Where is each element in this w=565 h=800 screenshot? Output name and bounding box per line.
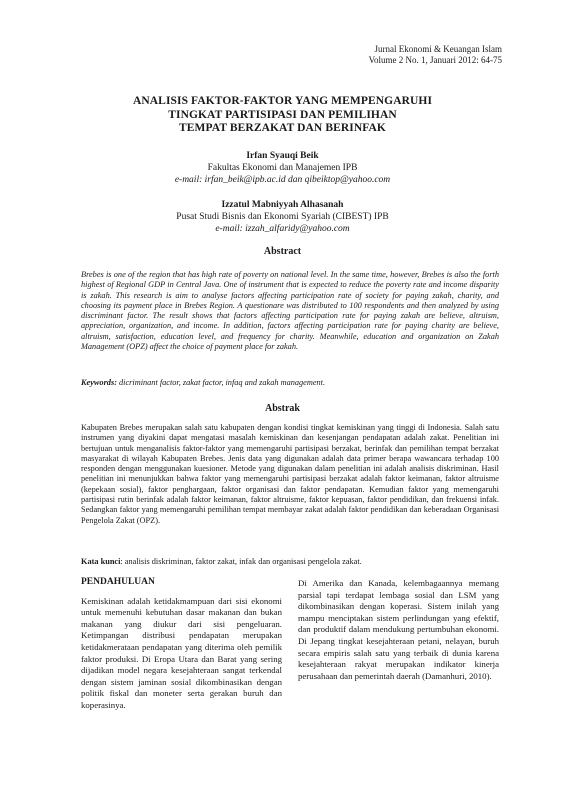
body-column-left: [81, 577, 282, 712]
author-affiliation: Fakultas Ekonomi dan Manajemen IPB: [207, 163, 358, 173]
title-line-2: TINGKAT PARTISIPASI DAN PEMILIHAN: [168, 108, 397, 121]
abstract-heading: Abstract: [263, 246, 302, 257]
kata-kunci-label: Kata kunci: [81, 557, 121, 566]
author-block-1: [0, 150, 565, 186]
keywords-text: dicriminant factor, zakat factor, infaq and zakah management.: [119, 378, 326, 387]
paper-title: [0, 95, 565, 136]
journal-volume: Volume 2 No. 1, Januari 2012: 64-75: [368, 55, 502, 65]
section-heading-pendahuluan: PENDAHULUAN: [81, 577, 155, 587]
abstrak-heading: Abstrak: [264, 403, 300, 414]
body-paragraph-left: Kemiskinan adalah ketidakmampuan dari sisi ekonomi untuk memenuhi kebutuhan dasar makanan dan bukan makanan yang diukur dari sisi pengeluaran. Ketimpangan distribusi pendapatan merupakan ketidakmerataan pendapatan yang diterima oleh pemilik faktor produksi. Di Eropa Utara dan Barat yang sering dijadikan model negara kesejahteraan sangat terkendal dengan sistem jaminan sosial dikombinasikan dengan politik fiskal dan moneter serta gerakan buruh dan koperasinya.: [81, 595, 282, 710]
author-name: Izzatul Mabniyyah Alhasanah: [221, 200, 344, 210]
kata-kunci-text: : analisis diskriminan, faktor zakat, infak dan organisasi pengelola zakat.: [120, 557, 362, 566]
author-block-2: [0, 199, 565, 235]
body-paragraph-right: Di Amerika dan Kanada, kelembagaannya memang parsial tapi terdapat lembaga sosial dan LSM yang dikombinasikan dengan koperasi. Sistem inilah yang mampu menciptakan sistem perlindungan yang efektif, dan produktif dalam mendukung pertumbuhan ekonomi. Di Jepang tingkat kesejahteraan petani, nelayan, buruh secara empiris salah satu yang terbaik di dunia karena kesejahteraan rakyat merupakan indikator kinerja perusahaan dan pemerintah daerah (Damanhuri, 2010).: [298, 578, 499, 681]
keywords-label: Keywords:: [81, 378, 117, 387]
journal-header: [369, 44, 502, 66]
author-email: e-mail: irfan_beik@ipb.ac.id dan qibeiktop@yahoo.com: [174, 175, 391, 185]
author-name: Irfan Syauqi Beik: [246, 151, 319, 161]
journal-name: Jurnal Ekonomi & Keuangan Islam: [374, 44, 502, 54]
keywords: [81, 378, 499, 388]
body-column-right: [298, 578, 499, 682]
author-email: e-mail: izzah_alfaridy@yahoo.com: [215, 224, 350, 234]
abstrak-text: Kabupaten Brebes merupakan salah satu kabupaten dengan kondisi tingkat kemiskinan yang tinggi di Indonesia. Salah satu instrumen yang diyakini dapat mengatasi masalah kemiskinan dan kesenjangan pendapatan adalah zakat. Penelitian ini bertujuan untuk menganalisis faktor-faktor yang memengaruhi partisipasi berzakat, berinfak dan pemilihan tempat berzakat masyarakat di wilayah Kabupaten Brebes. Jenis data yang digunakan adalah data primer berapa wawancara terhadap 100 responden dengan menggunakan kuesioner. Metode yang digunakan dalam penelitian ini adalah analisis diskriminan. Hasil penelitian ini menunjukkan bahwa faktor yang memengaruhi partisipasi berzakat adalah faktor keimanan, faktor altruisme (kepekaan sosial), faktor penghargaan, faktor organisasi dan faktor pendapatan. Kemudian faktor yang memengaruhi partisipasi rutin berinfak adalah faktor keimanan, faktor altruisme, faktor kepuasan, faktor pendidikan, dan frekuensi infak. Sedangkan faktor yang memengaruhi pemilihan tempat membayar zakat adalah faktor pendidikan dan keberadaan Organisasi Pengelola Zakat (OPZ).: [81, 423, 499, 525]
title-line-1: ANALISIS FAKTOR-FAKTOR YANG MEMPENGARUHI: [132, 95, 433, 107]
title-line-3: TEMPAT BERZAKAT DAN BERINFAK: [179, 122, 386, 134]
author-affiliation: Pusat Studi Bisnis dan Ekonomi Syariah (CIBEST) IPB: [176, 212, 389, 222]
kata-kunci: [81, 557, 499, 567]
abstract-text: Brebes is one of the region that has high rate of poverty on national level. In the same time, however, Brebes is also the forth highest of Regional GDP in Central Java. One of instrument that is expected to reduce the poverty rate and income disparity is zakah. This research is aim to analyse factors affecting participation rate of society for paying zakah, charity, and choosing its payment place in Brebes Region. A questionare was distributed to 100 respondents and then analyzed by using discriminant factor. The result shows that factors affecting participation rate for paying zakah are believe, altruism, appreciation, organization, and income. In addition, factors affecting participation rate for paying charity are believe, altruism, satisfaction, education level, and frequency for charity. Meanwhile, education and organization on Zakah Management (OPZ) affect the choice of payment place for zakah.: [81, 270, 499, 352]
